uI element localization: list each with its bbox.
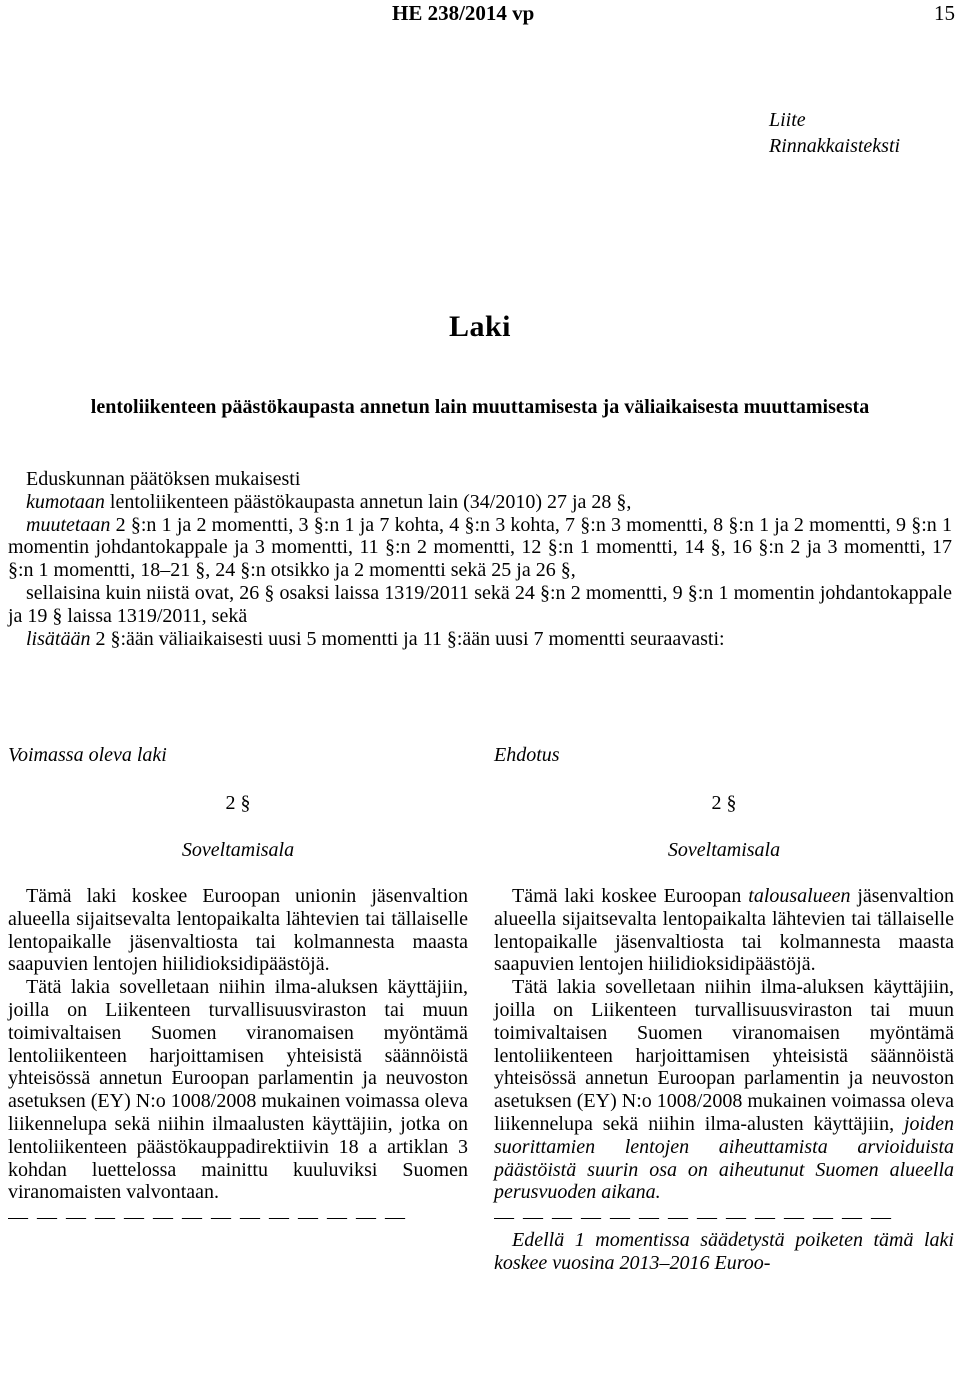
paragraph [494, 885, 954, 976]
current-law-column [8, 744, 468, 1229]
appendix-label [769, 107, 900, 159]
paragraph: Tämä laki koskee Euroopan unionin jäsenvaltion alueella sijaitsevalta lentopaikalta lähtevien tai tällaiselle lentopaikalle jäsenvaltiosta tai kolmannesta maasta saapuvien lentojen hiilidioksidipäästöjä. [8, 885, 468, 976]
law-title: Laki [448, 310, 512, 343]
section-number: 2 § [225, 792, 251, 814]
keyword-kumotaan: kumotaan [26, 490, 105, 513]
repeal-text: lentoliikenteen päästökaupasta annetun lain (34/2010) 27 ja 28 §, [104, 490, 632, 513]
preamble-such: sellaisina kuin niistä ovat, 26 § osaksi laissa 1319/2011 sekä 24 §:n 2 momentti, 9 §:n 1 momentin johdantokappale ja 19 § laissa 1319/2011, sekä [8, 581, 952, 627]
changed-text: joiden suorittamien lentojen aiheuttamista arvioiduista päästöistä suurin osa on aiheutunut Suomen alueella perusvuoden aikana. [494, 1112, 954, 1204]
new-paragraph: Edellä 1 momentissa säädetystä poiketen tämä laki koskee vuosina 2013–2016 Euroo- [494, 1228, 954, 1274]
document-id: HE 238/2014 vp [392, 1, 535, 25]
para1-start: Tämä laki koskee Euroopan [512, 885, 749, 907]
keyword-lisataan: lisätään [26, 627, 91, 650]
preamble-amend [8, 514, 952, 582]
section-title: Soveltamisala [667, 839, 781, 861]
section-title: Soveltamisala [181, 839, 295, 861]
add-text: 2 §:ään väliaikaisesti uusi 5 momentti ja 11 §:ään uusi 7 momentti seuraavasti: [90, 627, 725, 650]
preamble [8, 468, 952, 650]
preamble-repeal [8, 491, 952, 514]
changed-text: talousalueen [748, 885, 851, 907]
preamble-opening: Eduskunnan päätöksen mukaisesti [26, 468, 301, 490]
appendix-line-2: Rinnakkaisteksti [769, 135, 901, 157]
omission-dashes: — — — — — — — — — — — — — — [494, 1206, 893, 1229]
law-subtitle: lentoliikenteen päästökaupasta annetun lain muuttamisesta ja väliaikaisesta muuttamisesta [90, 396, 870, 418]
para1-end: jäsenvaltion alueella sijaitsevalta lentopaikalta lähtevien tai tällaiselle lentopaikalle jäsenvaltiosta tai kolmannesta maasta saapuvien lentojen hiilidioksidipäästöjä. [494, 885, 955, 976]
page-number: 15 [934, 1, 955, 25]
paragraph: Tätä lakia sovelletaan niihin ilma-aluksen käyttäjiin, joilla on Liikenteen turvallisuusviraston tai muun toimivaltaisen Suomen viranomaisen myöntämä lentoliikenteen harjoittamisen yhteisistä säännöistä yhteisössä annetun Euroopan parlamentin ja neuvoston asetuksen (EY) N:o 1008/2008 mukainen voimassa oleva liikennelupa sekä niihin ilmaalusten käyttäjiin, jotka on lentoliikenteen päästökauppadirektiivin 18 a artiklan 3 kohdan luettelossa mainittu kuuluviksi Suomen viranomaisten valvontaan. [8, 976, 468, 1204]
proposal-column [494, 744, 954, 1275]
para2-start: Tätä lakia sovelletaan niihin ilma-aluksen käyttäjiin, joilla on Liikenteen turvallisuusviraston tai muun toimivaltaisen Suomen viranomaisen myöntämä lentoliikenteen harjoittamisen yhteisistä säännöistä yhteisössä annetun Euroopan parlamentin ja neuvoston asetuksen (EY) N:o 1008/2008 mukainen voimassa oleva liikennelupa sekä niihin ilma-alusten käyttäjiin, [494, 976, 954, 1135]
amend-text: 2 §:n 1 ja 2 momentti, 3 §:n 1 ja 7 kohta, 4 §:n 3 kohta, 7 §:n 3 momentti, 8 §:n 1 ja 2 momentti, 9 §:n 1 momentin johdantokappale ja 3 momentti, 11 §:n 2 momentti, 12 §:n 1 momentti, 14 §, 16 §:n 2 ja 3 momentti, 17 §:n 1 momentti, 18–21 §, 24 §:n otsikko ja 2 momentti sekä 25 ja 26 §, [8, 513, 952, 582]
proposal-heading: Ehdotus [494, 744, 560, 766]
current-law-heading: Voimassa oleva laki [8, 744, 167, 766]
appendix-line-1: Liite [769, 109, 806, 131]
omission-dashes: — — — — — — — — — — — — — — [8, 1206, 407, 1229]
section-number: 2 § [711, 792, 737, 814]
preamble-add [8, 628, 952, 651]
paragraph [494, 976, 954, 1204]
keyword-muutetaan: muutetaan [26, 513, 111, 536]
